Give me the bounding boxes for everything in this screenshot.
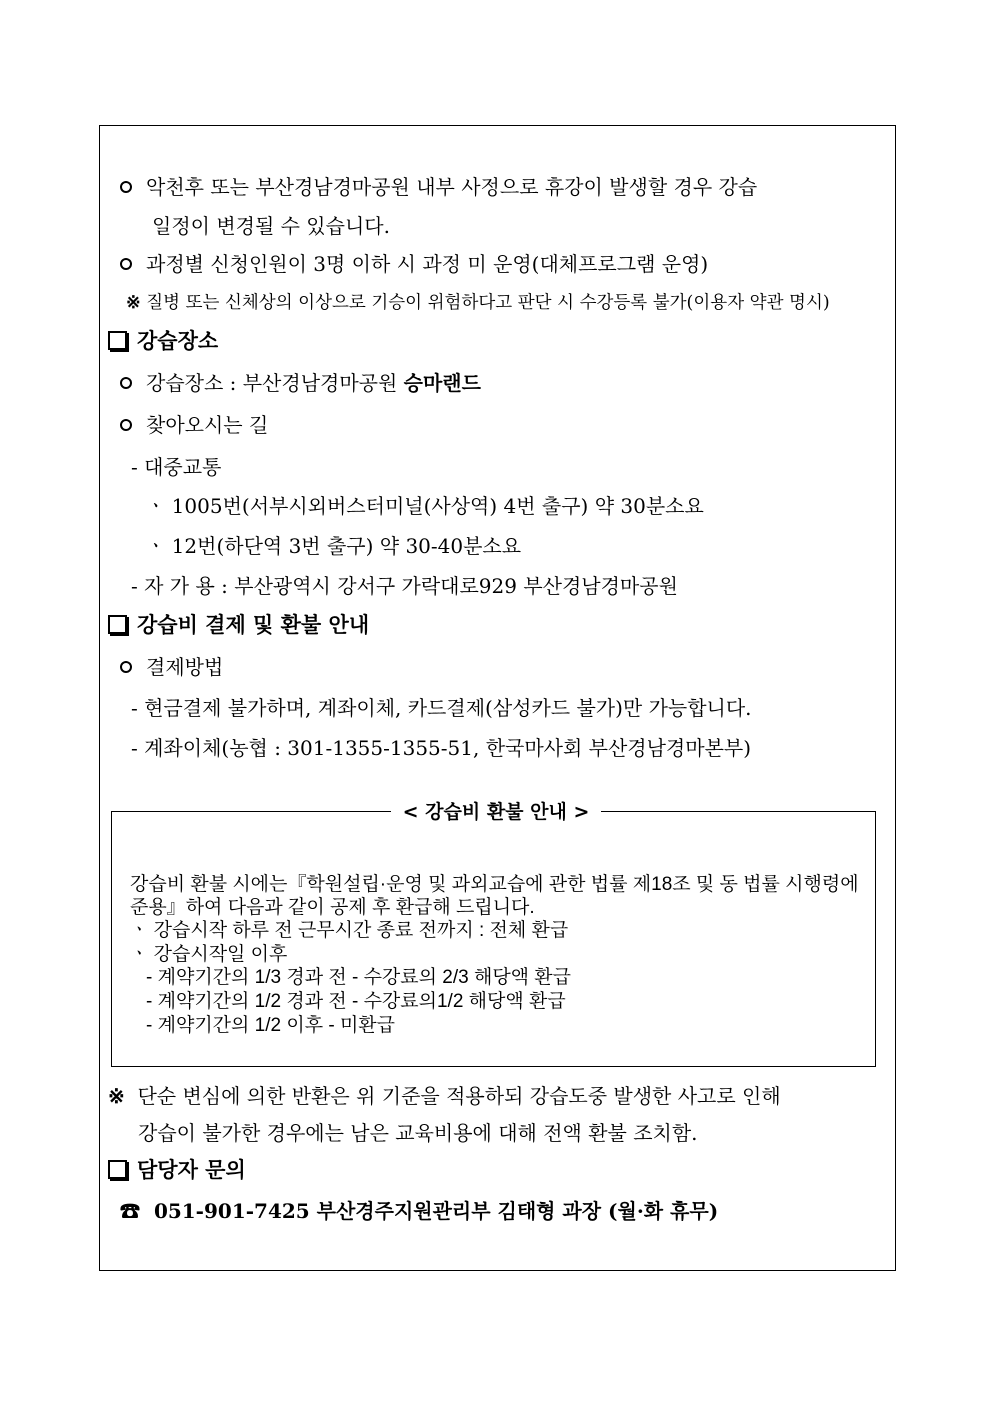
location-public-transport: - 대중교통 bbox=[131, 455, 222, 479]
remark-mark: ※ bbox=[108, 1084, 125, 1108]
refund-intro-2: 준용』하여 다음과 같이 공제 후 환급해 드립니다. bbox=[130, 897, 535, 918]
notice-note-text: 질병 또는 신체상의 이상으로 기승이 위험하다고 판단 시 수강등록 불가(이용자 약관 명시) bbox=[146, 293, 830, 313]
circle-bullet-icon bbox=[120, 419, 132, 431]
circle-bullet-icon bbox=[120, 181, 132, 193]
location-place-label: 강습장소 : 부산경남경마공원 bbox=[146, 371, 404, 395]
notice-text-2: 과정별 신청인원이 3명 이하 시 과정 미 운영(대체프로그램 운영) bbox=[146, 252, 709, 276]
payment-line-2: - 계좌이체(농협 : 301-1355-1355-51, 한국마사회 부산경남경마본부) bbox=[131, 736, 752, 760]
refund-item-2: ㆍ 강습시작일 이후 bbox=[130, 944, 288, 965]
notice-text-1b: 일정이 변경될 수 있습니다. bbox=[152, 214, 390, 238]
phone-icon: ☎ bbox=[120, 1199, 140, 1223]
payment-method bbox=[120, 655, 223, 679]
refund-box-title: < 강습비 환불 안내 > bbox=[0, 800, 992, 824]
remark-line-2: 강습이 불가한 경우에는 남은 교육비용에 대해 전액 환불 조치함. bbox=[138, 1121, 698, 1145]
checkbox-square-icon bbox=[108, 1160, 127, 1179]
remark-line-1 bbox=[108, 1084, 781, 1108]
location-directions bbox=[120, 413, 268, 437]
refund-intro-1: 강습비 환불 시에는『학원설립·운영 및 과외교습에 관한 법률 제18조 및 동 법률 시행령에 bbox=[130, 874, 859, 895]
reference-mark: ※ bbox=[126, 293, 141, 313]
section-title-payment: 강습비 결제 및 환불 안내 bbox=[137, 612, 370, 637]
circle-bullet-icon bbox=[120, 661, 132, 673]
refund-sub-2: - 계약기간의 1/2 경과 전 - 수강료의1/2 해당액 환급 bbox=[146, 991, 566, 1012]
section-contact bbox=[108, 1158, 246, 1182]
notice-note bbox=[126, 291, 830, 315]
checkbox-square-icon bbox=[108, 331, 127, 350]
notice-item-1 bbox=[120, 175, 757, 199]
payment-method-label: 결제방법 bbox=[146, 655, 224, 679]
section-title-location: 강습장소 bbox=[137, 328, 219, 353]
section-title-contact: 담당자 문의 bbox=[137, 1157, 246, 1182]
contact-info bbox=[120, 1199, 718, 1223]
remark-text-1: 단순 변심에 의한 반환은 위 기준을 적용하되 강습도중 발생한 사고로 인해 bbox=[137, 1084, 781, 1108]
circle-bullet-icon bbox=[120, 258, 132, 270]
location-bus-2: ㆍ 12번(하단역 3번 출구) 약 30-40분소요 bbox=[146, 534, 522, 558]
refund-sub-3: - 계약기간의 1/2 이후 - 미환급 bbox=[146, 1015, 396, 1036]
section-location bbox=[108, 329, 218, 353]
refund-sub-1: - 계약기간의 1/3 경과 전 - 수강료의 2/3 해당액 환급 bbox=[146, 967, 572, 988]
notice-item-2 bbox=[120, 252, 708, 276]
location-bus-1: ㆍ 1005번(서부시외버스터미널(사상역) 4번 출구) 약 30분소요 bbox=[146, 494, 704, 518]
notice-text-1a: 악천후 또는 부산경남경마공원 내부 사정으로 휴강이 발생할 경우 강습 bbox=[146, 175, 758, 199]
location-place bbox=[120, 371, 481, 395]
payment-line-1: - 현금결제 불가하며, 계좌이체, 카드결제(삼성카드 불가)만 가능합니다. bbox=[131, 696, 752, 720]
circle-bullet-icon bbox=[120, 377, 132, 389]
location-directions-text: 찾아오시는 길 bbox=[146, 413, 269, 437]
section-payment bbox=[108, 613, 369, 637]
refund-item-1: ㆍ 강습시작 하루 전 근무시간 종료 전까지 : 전체 환급 bbox=[130, 920, 569, 941]
checkbox-square-icon bbox=[108, 615, 127, 634]
location-car: - 자 가 용 : 부산광역시 강서구 가락대로929 부산경남경마공원 bbox=[131, 574, 678, 598]
contact-text: 051-901-7425 부산경주지원관리부 김태형 과장 (월·화 휴무) bbox=[153, 1199, 719, 1223]
location-place-name: 승마랜드 bbox=[403, 371, 481, 395]
